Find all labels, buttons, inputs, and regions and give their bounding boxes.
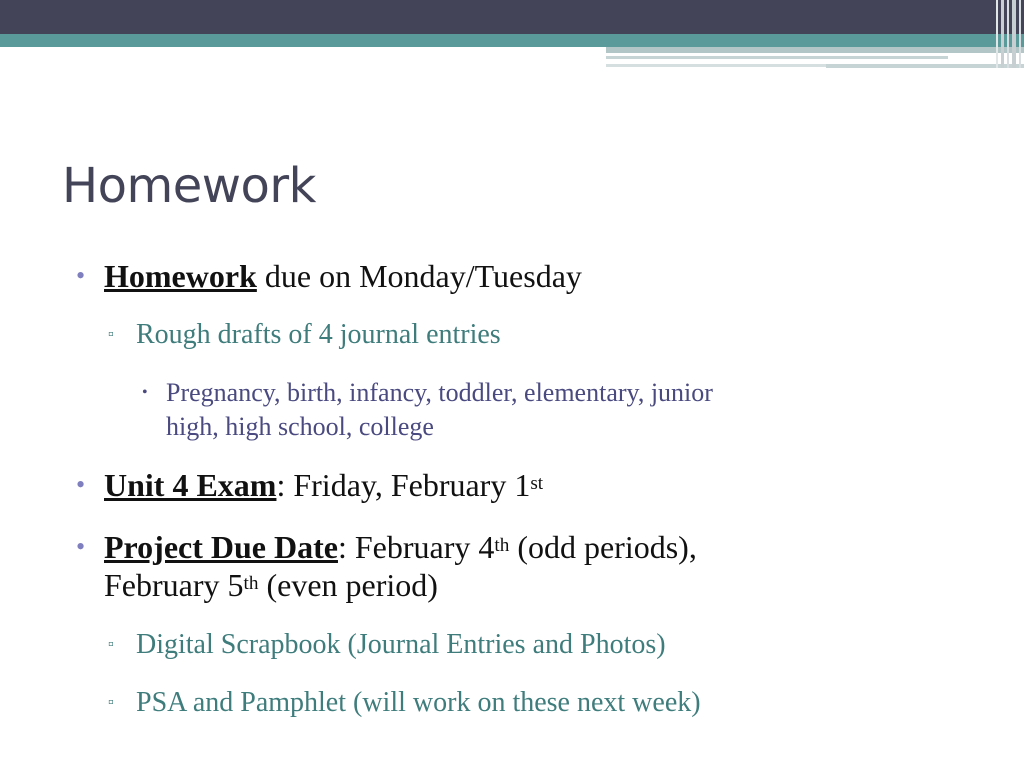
bullet-dot-icon: • [76, 532, 86, 561]
bullet-dot-icon: • [76, 470, 86, 499]
sub-item-digital-scrapbook [108, 628, 666, 662]
sub-item-rough-drafts [108, 318, 501, 352]
item-text: : Friday, February 1 [276, 467, 531, 503]
item-text: February 5 [104, 567, 244, 603]
item-text: : February 4 [337, 529, 495, 565]
header-accent-line [606, 47, 1024, 53]
bullet-square-icon: ▫ [108, 694, 114, 711]
item-text: Rough drafts of 4 journal entries [136, 319, 501, 350]
sub-item-psa-pamphlet [108, 686, 701, 720]
header-band-dark [0, 0, 1024, 34]
header-band-teal [0, 34, 1024, 47]
item-text: (even period) [258, 567, 438, 603]
item-text: Digital Scrapbook (Journal Entries and Photos) [136, 629, 666, 660]
header-vertical-stripes [994, 0, 1024, 68]
item-text: (odd periods), [509, 529, 697, 565]
item-text-line: Pregnancy, birth, infancy, toddler, elementary, junior [166, 378, 713, 407]
slide-title: Homework [62, 158, 316, 214]
item-text-line: high, high school, college [166, 412, 434, 441]
bullet-item-unit-exam [76, 466, 544, 504]
bullet-item-homework [76, 257, 582, 295]
subsub-item-life-stages [142, 376, 713, 444]
ordinal-suffix: th [243, 573, 259, 595]
ordinal-suffix: st [530, 473, 544, 495]
bullet-square-icon: ▫ [108, 636, 114, 653]
item-text: PSA and Pamphlet (will work on these next week) [136, 687, 701, 718]
keyword-unit-exam: Unit 4 Exam [104, 467, 277, 503]
bullet-item-project-due [76, 528, 697, 604]
bullet-square-icon: ▫ [108, 326, 114, 343]
ordinal-suffix: th [494, 535, 510, 557]
header-accent-line [606, 56, 948, 59]
bullet-dot-icon: • [76, 261, 86, 290]
header-accent-line [606, 64, 826, 67]
item-text: due on Monday/Tuesday [256, 258, 582, 294]
keyword-homework: Homework [104, 258, 257, 294]
keyword-project-due-date: Project Due Date [104, 529, 338, 565]
bullet-dot-icon: • [142, 384, 148, 401]
